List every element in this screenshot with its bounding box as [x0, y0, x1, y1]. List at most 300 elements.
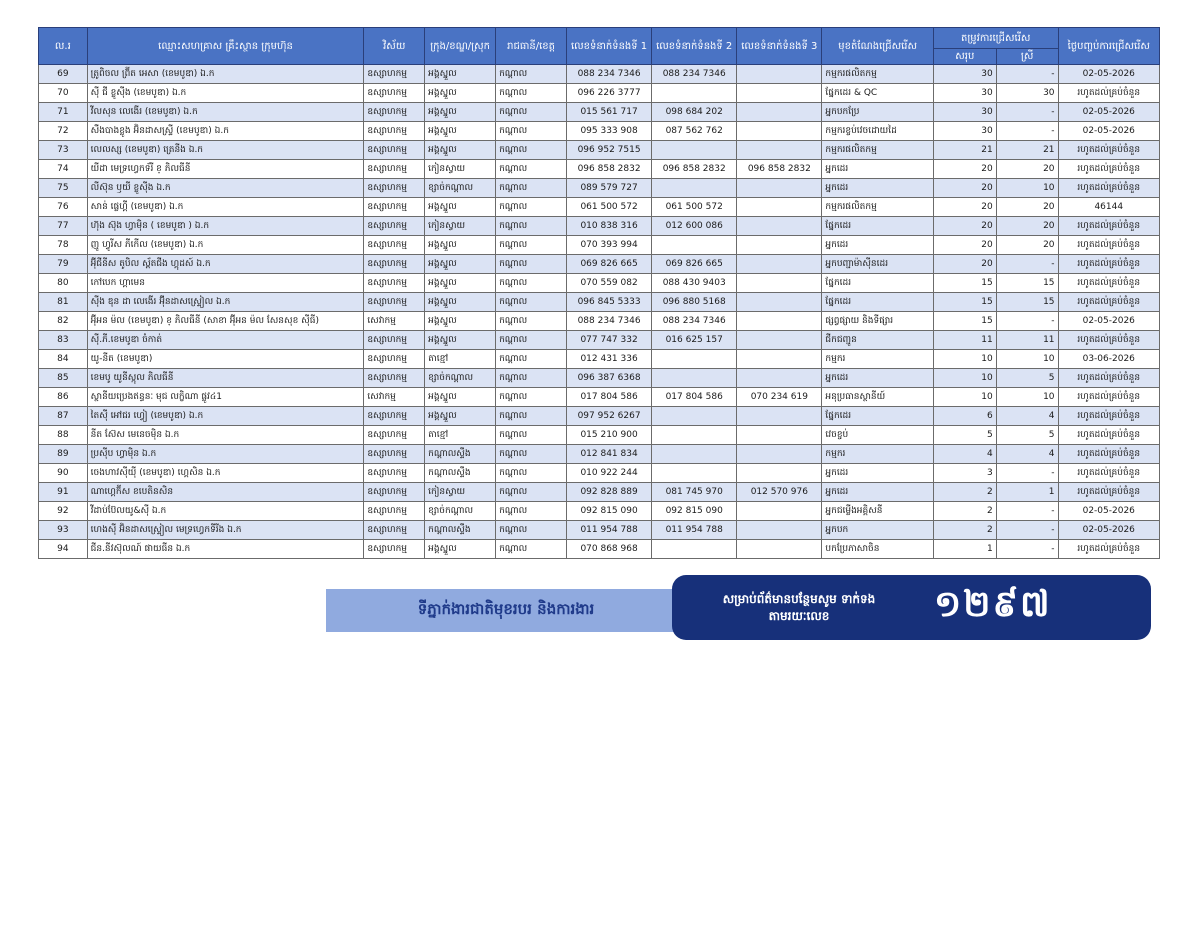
cell-total: 20	[933, 160, 996, 179]
cell-phone2: 096 858 2832	[652, 160, 737, 179]
cell-province: កណ្តាល	[496, 540, 567, 559]
cell-company: កៅបេក ហ្គាមេន	[87, 274, 364, 293]
cell-company: ជីន.នីវស៊ុលណ៍ ផាយធីន ឯ.ក	[87, 540, 364, 559]
cell-province: កណ្តាល	[496, 198, 567, 217]
cell-sector: ឧស្សាហកម្ម	[364, 65, 425, 84]
cell-deadline: 02-05-2026	[1058, 502, 1159, 521]
cell-no: 70	[39, 84, 88, 103]
cell-position: អ្នកបញ្ជាម៉ាស៊ីនដេរ	[822, 255, 933, 274]
cell-company: អ៊ុីអន ម៉ល (ខេមបូឌា) ខ្ ភិលធីនី (សាខា អ៊ុីអន ម៉ល សែនសុខ ស៊ីធី)	[87, 312, 364, 331]
cell-phone1: 070 393 994	[567, 236, 652, 255]
cell-phone1: 061 500 572	[567, 198, 652, 217]
cell-total: 30	[933, 65, 996, 84]
table-row	[39, 179, 1160, 198]
cell-phone1: 017 804 586	[567, 388, 652, 407]
cell-phone2	[652, 236, 737, 255]
cell-phone3	[737, 217, 822, 236]
cell-deadline: រហូតដល់គ្រប់ចំនួន	[1058, 274, 1159, 293]
cell-province: កណ្តាល	[496, 84, 567, 103]
cell-deadline: រហូតដល់គ្រប់ចំនួន	[1058, 217, 1159, 236]
cell-deadline: រហូតដល់គ្រប់ចំនួន	[1058, 426, 1159, 445]
header-female: ស្រី	[996, 49, 1058, 65]
cell-phone1: 070 559 082	[567, 274, 652, 293]
table-row	[39, 369, 1160, 388]
cell-district: តាខ្មៅ	[425, 350, 496, 369]
cell-phone3	[737, 521, 822, 540]
cell-phone2: 017 804 586	[652, 388, 737, 407]
cell-position: ផ្នែកដេរ	[822, 407, 933, 426]
cell-female: -	[996, 312, 1058, 331]
cell-phone2: 012 600 086	[652, 217, 737, 236]
cell-district: អង្គស្នួល	[425, 312, 496, 331]
cell-district: អង្គស្នួល	[425, 84, 496, 103]
cell-total: 10	[933, 350, 996, 369]
cell-district: ខ្សាច់កណ្តាល	[425, 369, 496, 388]
cell-district: កណ្តាលស្ទឹង	[425, 445, 496, 464]
cell-sector: ឧស្សាហកម្ម	[364, 293, 425, 312]
cell-total: 30	[933, 122, 996, 141]
cell-district: អង្គស្នួល	[425, 407, 496, 426]
cell-position: កម្មករខ្ចប់វេចដោយដៃ	[822, 122, 933, 141]
cell-province: កណ្តាល	[496, 236, 567, 255]
cell-total: 4	[933, 445, 996, 464]
cell-total: 21	[933, 141, 996, 160]
table-row	[39, 217, 1160, 236]
cell-position: អនុប្រធានស្ថានីយ៍	[822, 388, 933, 407]
cell-phone3	[737, 350, 822, 369]
cell-company: ស៊ី ជី ខ្លូស៊ីង (ខេមបូឌា) ឯ.ក	[87, 84, 364, 103]
cell-province: កណ្តាល	[496, 274, 567, 293]
cell-no: 83	[39, 331, 88, 350]
cell-phone3	[737, 445, 822, 464]
table-row	[39, 502, 1160, 521]
cell-sector: ឧស្សាហកម្ម	[364, 331, 425, 350]
cell-phone2: 092 815 090	[652, 502, 737, 521]
cell-deadline: រហូតដល់គ្រប់ចំនួន	[1058, 464, 1159, 483]
cell-province: កណ្តាល	[496, 483, 567, 502]
cell-province: កណ្តាល	[496, 502, 567, 521]
table-row	[39, 540, 1160, 559]
cell-district: កៀនស្វាយ	[425, 483, 496, 502]
cell-company: វីដាប់ប៊ែលយូ&ស៊ី ឯ.ក	[87, 502, 364, 521]
cell-female: 4	[996, 407, 1058, 426]
cell-no: 84	[39, 350, 88, 369]
cell-phone1: 097 952 6267	[567, 407, 652, 426]
cell-no: 90	[39, 464, 88, 483]
table-row	[39, 255, 1160, 274]
cell-phone1: 088 234 7346	[567, 65, 652, 84]
cell-female: -	[996, 103, 1058, 122]
cell-district: អង្គស្នួល	[425, 255, 496, 274]
cell-phone1: 095 333 908	[567, 122, 652, 141]
cell-female: 5	[996, 369, 1058, 388]
cell-no: 69	[39, 65, 88, 84]
cell-deadline: 46144	[1058, 198, 1159, 217]
cell-deadline: រហូតដល់គ្រប់ចំនួន	[1058, 388, 1159, 407]
cell-company: ណាហ្គេក៊ីស ខបេតិនសិន	[87, 483, 364, 502]
cell-phone3	[737, 103, 822, 122]
cell-deadline: រហូតដល់គ្រប់ចំនួន	[1058, 160, 1159, 179]
header-phone1: លេខទំនាក់ទំនងទី 1	[567, 28, 652, 65]
cell-phone1: 077 747 332	[567, 331, 652, 350]
cell-phone3	[737, 122, 822, 141]
cell-phone3	[737, 464, 822, 483]
hotline-number: ១២៩៧	[934, 584, 1052, 625]
cell-no: 75	[39, 179, 88, 198]
cell-phone2: 088 430 9403	[652, 274, 737, 293]
cell-company: ប្រស៊ីប ហ្វាម៉ិន ឯ.ក	[87, 445, 364, 464]
cell-sector: ឧស្សាហកម្ម	[364, 179, 425, 198]
cell-no: 80	[39, 274, 88, 293]
cell-district: កៀនស្វាយ	[425, 160, 496, 179]
table-row	[39, 160, 1160, 179]
cell-province: កណ្តាល	[496, 103, 567, 122]
cell-phone2	[652, 369, 737, 388]
cell-phone1: 010 838 316	[567, 217, 652, 236]
table-row	[39, 103, 1160, 122]
cell-province: កណ្តាល	[496, 160, 567, 179]
cell-sector: ឧស្សាហកម្ម	[364, 84, 425, 103]
cell-phone1: 012 431 336	[567, 350, 652, 369]
cell-deadline: រហូតដល់គ្រប់ចំនួន	[1058, 179, 1159, 198]
cell-phone3	[737, 141, 822, 160]
cell-total: 30	[933, 103, 996, 122]
cell-no: 86	[39, 388, 88, 407]
cell-district: កណ្តាលស្ទឹង	[425, 521, 496, 540]
cell-phone3	[737, 331, 822, 350]
cell-phone1: 096 845 5333	[567, 293, 652, 312]
cell-sector: ឧស្សាហកម្ម	[364, 160, 425, 179]
cell-district: អង្គស្នួល	[425, 141, 496, 160]
agency-banner	[326, 589, 686, 632]
cell-district: អង្គស្នួល	[425, 198, 496, 217]
cell-sector: សេវាកម្ម	[364, 388, 425, 407]
cell-deadline: រហូតដល់គ្រប់ចំនួន	[1058, 236, 1159, 255]
cell-company: ស៊ី.ភី.ខេមបូឌា ចំកាត់	[87, 331, 364, 350]
cell-deadline: រហូតដល់គ្រប់ចំនួន	[1058, 141, 1159, 160]
table-row	[39, 331, 1160, 350]
cell-no: 81	[39, 293, 88, 312]
cell-position: ផ្នែកដេរ	[822, 293, 933, 312]
cell-phone1: 012 841 834	[567, 445, 652, 464]
cell-province: កណ្តាល	[496, 331, 567, 350]
table-body	[39, 65, 1160, 559]
cell-deadline: 02-05-2026	[1058, 65, 1159, 84]
table-row	[39, 293, 1160, 312]
cell-total: 10	[933, 388, 996, 407]
cell-position: កម្មករផលិតកម្ម	[822, 65, 933, 84]
cell-province: កណ្តាល	[496, 122, 567, 141]
cell-female: 21	[996, 141, 1058, 160]
cell-position: កម្មករផលិតកម្ម	[822, 198, 933, 217]
cell-province: កណ្តាល	[496, 464, 567, 483]
cell-phone1: 096 226 3777	[567, 84, 652, 103]
cell-female: 10	[996, 388, 1058, 407]
cell-province: កណ្តាល	[496, 426, 567, 445]
cell-phone2: 088 234 7346	[652, 65, 737, 84]
table-row	[39, 464, 1160, 483]
cell-district: អង្គស្នួល	[425, 236, 496, 255]
cell-no: 93	[39, 521, 88, 540]
cell-deadline: 02-05-2026	[1058, 312, 1159, 331]
cell-position: អ្នកបកប្រែ	[822, 103, 933, 122]
cell-female: -	[996, 502, 1058, 521]
table-row	[39, 350, 1160, 369]
cell-no: 76	[39, 198, 88, 217]
cell-phone3	[737, 407, 822, 426]
cell-sector: ឧស្សាហកម្ម	[364, 483, 425, 502]
cell-phone2: 088 234 7346	[652, 312, 737, 331]
cell-no: 74	[39, 160, 88, 179]
cell-province: កណ្តាល	[496, 217, 567, 236]
cell-phone2	[652, 407, 737, 426]
cell-no: 94	[39, 540, 88, 559]
cell-no: 89	[39, 445, 88, 464]
cell-sector: ឧស្សាហកម្ម	[364, 426, 425, 445]
cell-phone1: 010 922 244	[567, 464, 652, 483]
cell-phone2: 098 684 202	[652, 103, 737, 122]
cell-no: 87	[39, 407, 88, 426]
cell-phone3	[737, 426, 822, 445]
cell-sector: សេវាកម្ម	[364, 312, 425, 331]
cell-deadline: រហូតដល់គ្រប់ចំនួន	[1058, 540, 1159, 559]
cell-total: 2	[933, 521, 996, 540]
cell-no: 72	[39, 122, 88, 141]
cell-total: 6	[933, 407, 996, 426]
cell-province: កណ្តាល	[496, 350, 567, 369]
cell-district: អង្គស្នួល	[425, 540, 496, 559]
cell-phone1: 015 210 900	[567, 426, 652, 445]
cell-no: 78	[39, 236, 88, 255]
cell-total: 11	[933, 331, 996, 350]
table-row	[39, 388, 1160, 407]
cell-female: -	[996, 65, 1058, 84]
header-company: ឈ្មោះសហគ្រាស គ្រឹះស្ថាន ក្រុមហ៊ុន	[87, 28, 364, 65]
cell-total: 2	[933, 502, 996, 521]
cell-total: 2	[933, 483, 996, 502]
cell-total: 20	[933, 198, 996, 217]
cell-phone3: 012 570 976	[737, 483, 822, 502]
cell-deadline: រហូតដល់គ្រប់ចំនួន	[1058, 483, 1159, 502]
header-province: រាជធានី/ខេត្ត	[496, 28, 567, 65]
cell-phone3	[737, 293, 822, 312]
cell-total: 15	[933, 293, 996, 312]
cell-sector: ឧស្សាហកម្ម	[364, 464, 425, 483]
cell-female: -	[996, 122, 1058, 141]
cell-phone3: 096 858 2832	[737, 160, 822, 179]
cell-no: 71	[39, 103, 88, 122]
cell-sector: ឧស្សាហកម្ម	[364, 274, 425, 293]
cell-total: 1	[933, 540, 996, 559]
cell-phone1: 096 858 2832	[567, 160, 652, 179]
cell-phone3	[737, 65, 822, 84]
cell-company: ស្ថានីយប្រេងឥន្ធនៈ មុជ លក្ខិណា ផ្លូវ៤1	[87, 388, 364, 407]
cell-company: ខេមបូ យូនីស្កុល ភិលធីនី	[87, 369, 364, 388]
cell-district: អង្គស្នួល	[425, 122, 496, 141]
cell-phone2: 061 500 572	[652, 198, 737, 217]
cell-deadline: រហូតដល់គ្រប់ចំនួន	[1058, 84, 1159, 103]
cell-deadline: រហូតដល់គ្រប់ចំនួន	[1058, 445, 1159, 464]
cell-sector: ឧស្សាហកម្ម	[364, 255, 425, 274]
cell-no: 92	[39, 502, 88, 521]
table-row	[39, 65, 1160, 84]
table-row	[39, 426, 1160, 445]
cell-sector: ឧស្សាហកម្ម	[364, 217, 425, 236]
cell-company: តៃស៊ី អៅជរ ហ្វៀ (ខេមបូឌា) ឯ.ក	[87, 407, 364, 426]
header-deadline: ថ្ងៃបញ្ចប់ការជ្រើសរើស	[1058, 28, 1159, 65]
cell-position: អ្នកដេរ	[822, 236, 933, 255]
cell-phone3	[737, 369, 822, 388]
cell-female: 11	[996, 331, 1058, 350]
cell-phone2: 011 954 788	[652, 521, 737, 540]
cell-sector: ឧស្សាហកម្ម	[364, 521, 425, 540]
header-district: ក្រុង/ខណ្ឌ/ស្រុក	[425, 28, 496, 65]
table-row	[39, 407, 1160, 426]
cell-district: អង្គស្នួល	[425, 103, 496, 122]
hotline-banner	[672, 575, 1151, 640]
cell-deadline: រហូតដល់គ្រប់ចំនួន	[1058, 293, 1159, 312]
cell-no: 77	[39, 217, 88, 236]
cell-phone3	[737, 198, 822, 217]
cell-phone3	[737, 274, 822, 293]
cell-phone1: 011 954 788	[567, 521, 652, 540]
table-row	[39, 236, 1160, 255]
cell-province: កណ្តាល	[496, 65, 567, 84]
header-needed: តម្រូវការជ្រើសរើស	[933, 28, 1058, 49]
cell-company: ត្រូពិចល ព្រ៊ីត អេសា (ខេមបូឌា) ឯ.ក	[87, 65, 364, 84]
cell-phone3	[737, 236, 822, 255]
cell-female: 10	[996, 350, 1058, 369]
cell-phone2: 069 826 665	[652, 255, 737, 274]
cell-phone2: 016 625 157	[652, 331, 737, 350]
cell-female: 10	[996, 179, 1058, 198]
cell-female: -	[996, 255, 1058, 274]
cell-total: 10	[933, 369, 996, 388]
cell-province: កណ្តាល	[496, 293, 567, 312]
cell-phone2: 087 562 762	[652, 122, 737, 141]
cell-no: 88	[39, 426, 88, 445]
cell-deadline: 02-05-2026	[1058, 103, 1159, 122]
cell-district: កណ្តាលស្ទឹង	[425, 464, 496, 483]
cell-phone1: 070 868 968	[567, 540, 652, 559]
cell-female: 20	[996, 217, 1058, 236]
table-row	[39, 312, 1160, 331]
table-row	[39, 198, 1160, 217]
cell-phone3	[737, 502, 822, 521]
cell-deadline: រហូតដល់គ្រប់ចំនួន	[1058, 407, 1159, 426]
cell-female: -	[996, 540, 1058, 559]
cell-district: ខ្សាច់កណ្តាល	[425, 502, 496, 521]
cell-province: កណ្តាល	[496, 141, 567, 160]
cell-phone1: 092 815 090	[567, 502, 652, 521]
cell-total: 3	[933, 464, 996, 483]
cell-company: ហេងស៊ី អ៊ិនដាសស្ទ្រៀល មេទ្រហ្វេកទីរីង ឯ.ក	[87, 521, 364, 540]
cell-no: 79	[39, 255, 88, 274]
cell-deadline: រហូតដល់គ្រប់ចំនួន	[1058, 369, 1159, 388]
cell-position: វេចខ្ចប់	[822, 426, 933, 445]
cell-position: បកប្រែភាសាចិន	[822, 540, 933, 559]
cell-female: 1	[996, 483, 1058, 502]
cell-province: កណ្តាល	[496, 179, 567, 198]
cell-female: 4	[996, 445, 1058, 464]
cell-sector: ឧស្សាហកម្ម	[364, 350, 425, 369]
cell-company: អ៊ុីជីនីស តូបិល ស្ព័តជីង ហ្គុដស៍ ឯ.ក	[87, 255, 364, 274]
cell-phone3: 070 234 619	[737, 388, 822, 407]
cell-sector: ឧស្សាហកម្ម	[364, 236, 425, 255]
table-row	[39, 84, 1160, 103]
cell-phone2	[652, 426, 737, 445]
cell-company: ញូ ហ្វូរីស ភីកើល (ខេមបូឌា) ឯ.ក	[87, 236, 364, 255]
agency-name: ទីភ្នាក់ងារជាតិមុខរបរ និងការងារ	[417, 599, 595, 618]
cell-province: កណ្តាល	[496, 521, 567, 540]
table-row	[39, 141, 1160, 160]
cell-sector: ឧស្សាហកម្ម	[364, 141, 425, 160]
cell-position: អ្នកដេរ	[822, 464, 933, 483]
cell-sector: ឧស្សាហកម្ម	[364, 122, 425, 141]
cell-phone1: 092 828 889	[567, 483, 652, 502]
cell-position: អ្នកដេរ	[822, 369, 933, 388]
cell-position: ផ្នែកដេរ	[822, 217, 933, 236]
table-row	[39, 483, 1160, 502]
cell-phone1: 089 579 727	[567, 179, 652, 198]
cell-phone3	[737, 84, 822, 103]
cell-deadline: 02-05-2026	[1058, 521, 1159, 540]
cell-position: ផ្សព្វផ្សាយ និងទីផ្សារ	[822, 312, 933, 331]
cell-phone2	[652, 350, 737, 369]
cell-position: កម្មករ	[822, 445, 933, 464]
cell-phone1: 015 561 717	[567, 103, 652, 122]
cell-company: វីលសុន លេងើរ (ខេមបូឌា) ឯ.ក	[87, 103, 364, 122]
cell-phone1: 069 826 665	[567, 255, 652, 274]
cell-district: កៀនស្វាយ	[425, 217, 496, 236]
cell-company: សាន់ ផ្លេហ្គី (ខេមបូឌា) ឯ.ក	[87, 198, 364, 217]
cell-district: អង្គស្នួល	[425, 388, 496, 407]
cell-sector: ឧស្សាហកម្ម	[364, 502, 425, 521]
cell-phone1: 088 234 7346	[567, 312, 652, 331]
cell-total: 20	[933, 255, 996, 274]
cell-position: អ្នកបក	[822, 521, 933, 540]
cell-position: អ្នកជម្លើងអគ្គិសនី	[822, 502, 933, 521]
cell-phone1: 096 387 6368	[567, 369, 652, 388]
cell-district: អង្គស្នួល	[425, 274, 496, 293]
cell-province: កណ្តាល	[496, 312, 567, 331]
cell-district: អង្គស្នួល	[425, 331, 496, 350]
table-row	[39, 274, 1160, 293]
table-row	[39, 521, 1160, 540]
cell-district: តាខ្មៅ	[425, 426, 496, 445]
cell-female: 15	[996, 293, 1058, 312]
cell-sector: ឧស្សាហកម្ម	[364, 540, 425, 559]
table-row	[39, 122, 1160, 141]
cell-position: កម្មករ	[822, 350, 933, 369]
cell-company: យូ-នីត (ខេមបូឌា)	[87, 350, 364, 369]
cell-position: កម្មករផលិតកម្ម	[822, 141, 933, 160]
cell-total: 20	[933, 179, 996, 198]
cell-no: 73	[39, 141, 88, 160]
cell-female: -	[996, 521, 1058, 540]
cell-company: លីស៊ុន ឫយី ខ្លូស៊ីង ឯ.ក	[87, 179, 364, 198]
cell-no: 85	[39, 369, 88, 388]
table-row	[39, 445, 1160, 464]
cell-no: 82	[39, 312, 88, 331]
cell-position: ផ្នែកដេរ & QC	[822, 84, 933, 103]
cell-position: អ្នកដេរ	[822, 160, 933, 179]
cell-deadline: 03-06-2026	[1058, 350, 1159, 369]
cell-province: កណ្តាល	[496, 388, 567, 407]
header-position: មុខតំណែងជ្រើសរើស	[822, 28, 933, 65]
header-no: ល.រ	[39, 28, 88, 65]
header-total: សរុប	[933, 49, 996, 65]
